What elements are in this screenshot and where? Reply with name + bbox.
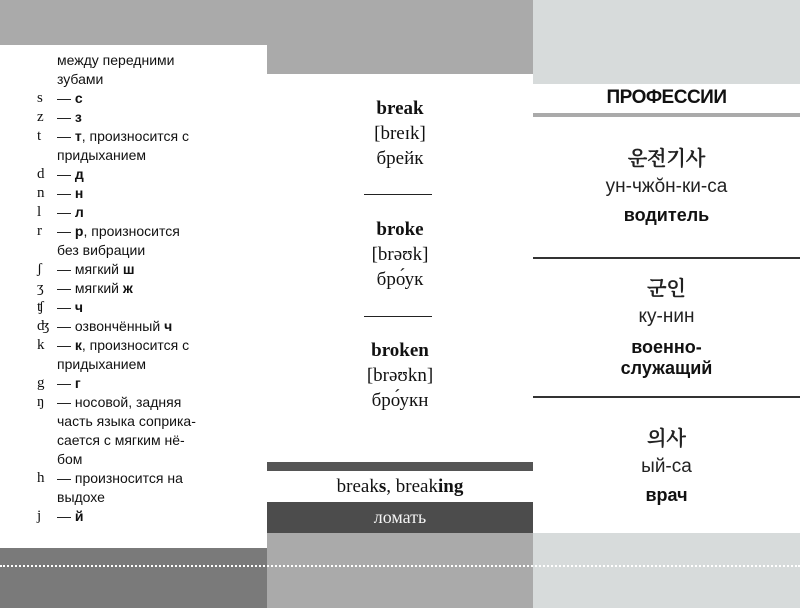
- verb-column: [267, 0, 533, 608]
- phoneme-description: [57, 412, 229, 431]
- description-text: , произносится: [83, 223, 180, 239]
- phoneme-description: [57, 127, 229, 146]
- russian-letter: д: [74, 166, 84, 182]
- phoneme-description: [57, 108, 229, 127]
- korean-word: 의사: [647, 428, 686, 450]
- phoneme-description: [57, 165, 229, 184]
- description-text: —: [57, 128, 75, 144]
- bottom-band: [533, 533, 800, 608]
- verb-form-ipa: [brəʊk]: [371, 244, 429, 265]
- russian-letter: ш: [122, 261, 135, 277]
- verb-form-word: broke: [376, 219, 424, 240]
- description-text: —: [57, 299, 75, 315]
- phoneme-symbol: g: [37, 375, 45, 391]
- form-part: s: [378, 476, 387, 497]
- russian-word: водитель: [623, 205, 710, 225]
- description-text: —: [57, 223, 75, 239]
- top-band: [0, 0, 267, 45]
- russian-letter: ч: [164, 318, 173, 334]
- intro-line: между передними: [57, 52, 175, 68]
- intro-line: зубами: [57, 71, 104, 87]
- phoneme-symbol: d: [37, 166, 45, 182]
- form-part: ing: [437, 476, 464, 497]
- description-text: — произносится на: [57, 470, 183, 486]
- korean-word: 군인: [647, 278, 686, 300]
- form-part: , break: [386, 476, 438, 497]
- description-text: —: [57, 337, 75, 353]
- description-text: , произносится с: [81, 128, 189, 144]
- description-text: без вибрации: [57, 242, 146, 258]
- phoneme-description: [57, 469, 229, 488]
- russian-letter: л: [74, 204, 84, 220]
- russian-letter: з: [74, 109, 82, 125]
- profession-entry: [533, 425, 800, 506]
- description-text: —: [57, 375, 75, 391]
- phoneme-symbol: r: [37, 223, 42, 239]
- other-forms: [267, 472, 533, 502]
- title-underline: [533, 113, 800, 117]
- russian-letter: т: [74, 128, 82, 144]
- phoneme-description: [57, 260, 229, 279]
- russian-letter: ж: [122, 280, 133, 296]
- verb-form-block: [267, 338, 533, 413]
- phoneme-description: [57, 298, 229, 317]
- description-text: , произносится с: [81, 337, 190, 353]
- russian-letter: к: [74, 337, 82, 353]
- description-text: —: [57, 204, 75, 220]
- description-text: —: [57, 185, 75, 201]
- phoneme-symbol: ŋ: [37, 394, 45, 410]
- profession-entry: [533, 275, 800, 379]
- phoneme-description: [57, 203, 229, 222]
- transliteration: ый-са: [641, 456, 692, 477]
- description-text: —: [57, 109, 75, 125]
- russian-letter: ч: [74, 299, 84, 315]
- description-text: — мягкий: [57, 280, 123, 296]
- bottom-band: [267, 533, 533, 608]
- entry-divider: [533, 396, 800, 398]
- verb-form-block: [267, 96, 533, 171]
- russian-letter: н: [74, 185, 84, 201]
- professions-column: [533, 0, 800, 608]
- phoneme-description: [57, 393, 229, 412]
- verb-form-ipa: [breɪk]: [374, 123, 426, 144]
- verb-form-ipa: [brəʊkn]: [366, 365, 434, 386]
- dark-bar: [267, 462, 533, 471]
- phoneme-symbol: ʧ: [37, 299, 44, 315]
- verb-form-ru: бро́ук: [376, 269, 424, 290]
- divider: [364, 316, 432, 317]
- phoneme-description: [57, 431, 229, 450]
- russian-word: военно-: [631, 337, 702, 357]
- russian-word: врач: [645, 485, 688, 505]
- phoneme-symbol: l: [37, 204, 42, 220]
- description-text: — мягкий: [57, 261, 123, 277]
- phoneme-description: [57, 89, 229, 108]
- russian-letter: с: [74, 90, 83, 106]
- translation-bar: ломать: [267, 502, 533, 533]
- phoneme-description: [57, 184, 229, 203]
- dotted-fold-line: [0, 565, 800, 567]
- top-band: [267, 0, 533, 74]
- phoneme-symbol: t: [37, 128, 42, 144]
- phoneme-description: [57, 488, 229, 507]
- description-text: выдохе: [57, 489, 105, 505]
- form-part: break: [336, 476, 379, 497]
- verb-form-ru: брейк: [376, 148, 424, 169]
- phoneme-symbol: n: [37, 185, 45, 201]
- phonetics-column: [0, 0, 267, 608]
- profession-entry: [533, 145, 800, 226]
- phoneme-description: [57, 336, 229, 355]
- description-text: —: [57, 166, 75, 182]
- divider: [364, 194, 432, 195]
- verb-form-block: [267, 217, 533, 292]
- section-title: ПРОФЕССИИ: [606, 87, 727, 108]
- phoneme-symbol: h: [37, 470, 45, 486]
- description-text: — носовой, задняя: [57, 394, 182, 410]
- phoneme-description: [57, 374, 229, 393]
- phoneme-description: [57, 146, 229, 165]
- description-text: сается с мягким нё-: [57, 432, 185, 448]
- russian-letter: й: [74, 508, 84, 524]
- entry-divider: [533, 257, 800, 259]
- verb-form-word: broken: [371, 340, 429, 361]
- description-text: —: [57, 508, 75, 524]
- transliteration: ку-нин: [638, 306, 695, 327]
- phoneme-description: [57, 507, 229, 526]
- phoneme-description: [57, 317, 229, 336]
- description-text: придыханием: [57, 147, 147, 163]
- transliteration: ун-чжŏн-ки-са: [605, 176, 728, 197]
- phoneme-symbol: k: [37, 337, 45, 353]
- verb-form-word: break: [376, 98, 424, 119]
- phoneme-symbol: j: [37, 508, 42, 524]
- phoneme-symbol: ʒ: [37, 280, 44, 296]
- russian-letter: р: [74, 223, 84, 239]
- phoneme-symbol: z: [37, 109, 44, 125]
- phoneme-symbol: ʃ: [37, 261, 42, 277]
- phoneme-description: [57, 279, 229, 298]
- description-text: —: [57, 90, 75, 106]
- korean-word: 운전기사: [627, 148, 706, 170]
- description-text: бом: [57, 451, 83, 467]
- top-band: [533, 0, 800, 84]
- description-text: — озвончённый: [57, 318, 165, 334]
- description-text: придыханием: [57, 356, 147, 372]
- phoneme-symbol: s: [37, 90, 43, 106]
- russian-letter: г: [74, 375, 81, 391]
- description-text: часть языка соприка-: [57, 413, 196, 429]
- verb-form-ru: бро́укн: [371, 390, 429, 411]
- phoneme-description: [57, 241, 229, 260]
- phoneme-symbol: ʤ: [37, 318, 50, 334]
- phoneme-description: [57, 355, 229, 374]
- phoneme-description: [57, 450, 229, 469]
- bottom-band: [0, 548, 267, 608]
- phoneme-description: [57, 222, 229, 241]
- russian-word: служащий: [620, 358, 713, 378]
